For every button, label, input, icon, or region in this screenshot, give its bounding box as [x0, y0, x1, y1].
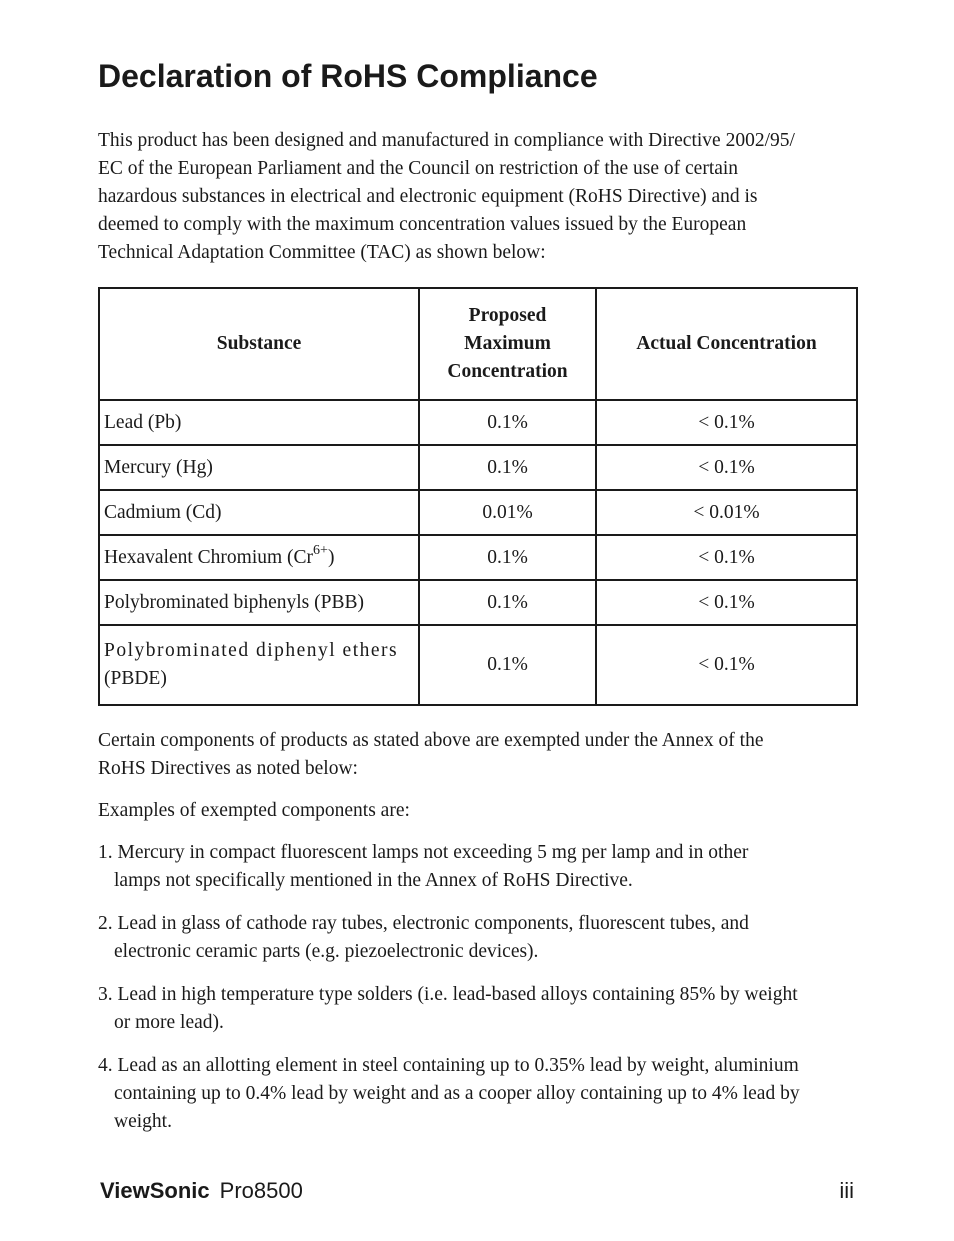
cell-actual: < 0.1% [596, 580, 857, 625]
intro-line: deemed to comply with the maximum concentration values issued by the European [98, 214, 747, 235]
cell-substance: Polybrominated biphenyls (PBB) [99, 580, 419, 625]
cell-proposed: 0.1% [419, 580, 596, 625]
cell-actual: < 0.1% [596, 535, 857, 580]
cell-proposed: 0.1% [419, 445, 596, 490]
substance-superscript: 6+ [313, 543, 328, 558]
list-item [98, 1052, 856, 1136]
header-proposed-line: Proposed [468, 305, 547, 326]
list-item [98, 910, 856, 966]
table-row [99, 535, 857, 580]
table-header-row [99, 288, 857, 400]
exemption-intro-line: RoHS Directives as noted below: [98, 758, 358, 779]
page-number: iii [839, 1178, 854, 1203]
exemptions-section [98, 727, 856, 1151]
cell-actual: < 0.1% [596, 445, 857, 490]
cell-proposed: 0.1% [419, 625, 596, 705]
examples-heading: Examples of exempted components are: [98, 800, 410, 821]
rohs-table [98, 287, 858, 706]
list-item-line: 1. Mercury in compact fluorescent lamps not exceeding 5 mg per lamp and in other [98, 842, 749, 863]
list-item-line: 4. Lead as an allotting element in steel containing up to 0.35% lead by weight, aluminium [98, 1055, 799, 1076]
list-item-line: containing up to 0.4% lead by weight and as a cooper alloy containing up to 4% lead by [114, 1083, 800, 1104]
intro-line: This product has been designed and manufactured in compliance with Directive 2002/95/ [98, 130, 795, 151]
substance-prefix: Hexavalent Chromium (Cr [104, 546, 314, 568]
table-row [99, 625, 857, 705]
header-proposed-max [419, 288, 596, 400]
brand-name: ViewSonic [100, 1178, 210, 1203]
cell-substance [99, 625, 419, 705]
cell-substance: Cadmium (Cd) [99, 490, 419, 535]
intro-paragraph [98, 127, 856, 267]
table-row [99, 580, 857, 625]
intro-line: Technical Adaptation Committee (TAC) as shown below: [98, 242, 546, 263]
intro-line: EC of the European Parliament and the Council on restriction of the use of certain [98, 158, 739, 179]
cell-substance [99, 535, 419, 580]
list-item-line: electronic ceramic parts (e.g. piezoelectronic devices). [114, 941, 539, 962]
list-item [98, 981, 856, 1037]
list-item-line: lamps not specifically mentioned in the Annex of RoHS Directive. [114, 870, 633, 891]
model-name: Pro8500 [219, 1178, 303, 1203]
intro-line: hazardous substances in electrical and electronic equipment (RoHS Directive) and is [98, 186, 758, 207]
cell-proposed: 0.01% [419, 490, 596, 535]
list-item-line: 2. Lead in glass of cathode ray tubes, electronic components, fluorescent tubes, and [98, 913, 749, 934]
list-item-line: 3. Lead in high temperature type solders (i.e. lead-based alloys containing 85% by weight [98, 984, 798, 1005]
substance-line: Polybrominated diphenyl ethers [104, 640, 399, 661]
list-item [98, 839, 856, 895]
substance-line: (PBDE) [104, 668, 167, 689]
exemption-intro-line: Certain components of products as stated above are exempted under the Annex of the [98, 730, 764, 751]
cell-actual: < 0.1% [596, 400, 857, 445]
page-footer [100, 1176, 856, 1206]
exemption-intro-paragraph [98, 727, 856, 783]
cell-actual: < 0.01% [596, 490, 857, 535]
page-title: Declaration of RoHS Compliance [98, 58, 598, 94]
cell-proposed: 0.1% [419, 535, 596, 580]
cell-actual: < 0.1% [596, 625, 857, 705]
header-actual: Actual Concentration [596, 288, 857, 400]
exemptions-list [98, 839, 856, 1136]
table-row [99, 400, 857, 445]
cell-substance: Mercury (Hg) [99, 445, 419, 490]
table-row [99, 445, 857, 490]
list-item-line: weight. [114, 1111, 172, 1132]
cell-proposed: 0.1% [419, 400, 596, 445]
table-row [99, 490, 857, 535]
header-proposed-line: Concentration [447, 361, 568, 382]
substance-suffix: ) [327, 546, 335, 568]
list-item-line: or more lead). [114, 1012, 224, 1033]
header-proposed-line: Maximum [464, 333, 551, 354]
header-substance: Substance [99, 288, 419, 400]
cell-substance: Lead (Pb) [99, 400, 419, 445]
